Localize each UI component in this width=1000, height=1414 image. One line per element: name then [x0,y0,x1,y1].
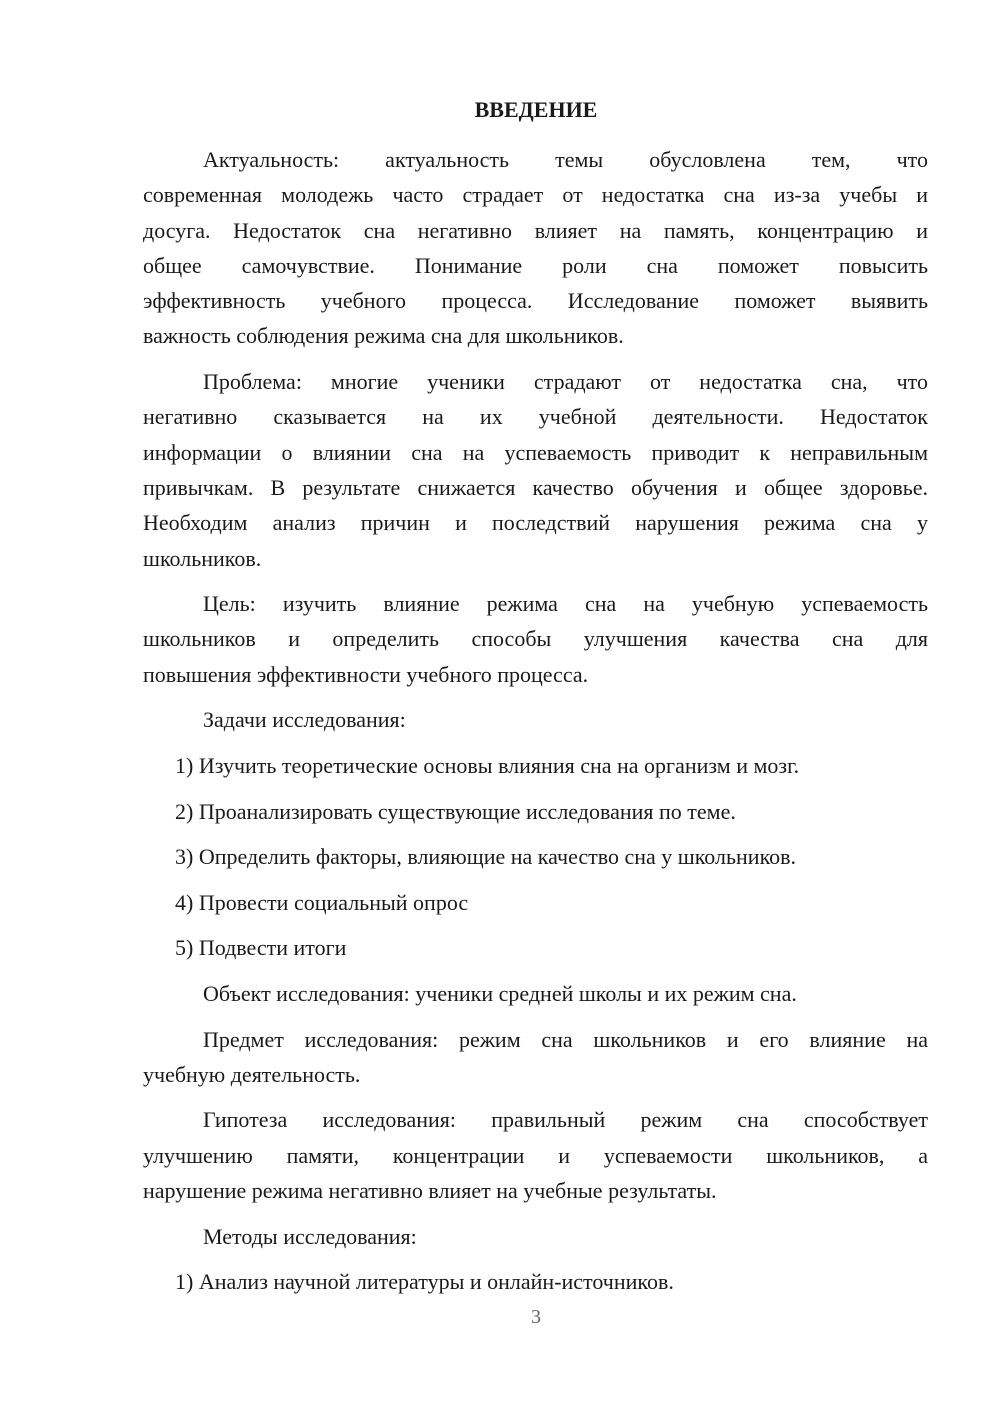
text-line: повышения эффективности учебного процесса. [143,661,589,687]
text-line: Предмет исследования: режим сна школьников и его влияние на [203,1026,928,1052]
text-line: 2) Проанализировать существующие исследования по теме. [175,798,736,824]
page-number: 3 [531,1306,541,1328]
paragraph [143,1022,928,1093]
paragraph [143,142,928,354]
text-line: 1) Изучить теоретические основы влияния сна на организм и мозг. [175,752,800,778]
list-item [143,794,928,829]
text-line: 3) Определить факторы, влияющие на качество сна у школьников. [175,844,797,870]
paragraph [143,976,928,1011]
text-line: школьников. [143,545,262,571]
text-line: Объект исследования: ученики средней школы и их режим сна. [203,980,797,1006]
document-body [143,142,928,1310]
list-item [143,839,928,874]
list-item [143,885,928,920]
text-line: улучшению памяти, концентрации и успеваемости школьников, а [143,1142,928,1168]
text-line: Задачи исследования: [203,707,406,733]
list-item [143,930,928,965]
paragraph [143,364,928,576]
text-line: Актуальность: актуальность темы обусловлена тем, что [203,147,928,172]
list-item [143,748,928,783]
text-line: 4) Провести социальный опрос [175,889,469,915]
text-line: нарушение режима негативно влияет на учебные результаты. [143,1177,717,1203]
text-line: Методы исследования: [203,1223,417,1249]
text-line: 5) Подвести итоги [175,935,347,961]
page-title: ВВЕДЕНИЕ [474,97,598,122]
text-line: эффективность учебного процесса. Исследование поможет выявить [143,288,928,314]
paragraph [143,1102,928,1208]
text-line: Проблема: многие ученики страдают от недостатка сна, что [203,369,928,395]
paragraph [143,702,928,737]
text-line: Цель: изучить влияние режима сна на учебную успеваемость [203,591,928,617]
text-line: школьников и определить способы улучшения качества сна для [143,626,928,652]
text-line: негативно сказывается на их учебной деятельности. Недостаток [143,404,928,430]
paragraph [143,1219,928,1254]
text-line: досуга. Недостаток сна негативно влияет на память, концентрацию и [143,217,928,243]
text-line: информации о влиянии сна на успеваемость приводит к неправильным [143,439,928,465]
text-line: современная молодежь часто страдает от недостатка сна из-за учебы и [143,182,928,208]
text-line: 1) Анализ научной литературы и онлайн-источников. [175,1269,674,1295]
text-line: привычкам. В результате снижается качество обучения и общее здоровье. [143,474,928,500]
list-item [143,1264,928,1299]
text-line: общее самочувствие. Понимание роли сна поможет повысить [143,252,928,278]
text-line: учебную деятельность. [143,1061,361,1087]
paragraph [143,586,928,692]
text-line: важность соблюдения режима сна для школьников. [143,323,624,349]
text-line: Гипотеза исследования: правильный режим сна способствует [203,1107,928,1133]
text-line: Необходим анализ причин и последствий нарушения режима сна у [143,510,928,536]
